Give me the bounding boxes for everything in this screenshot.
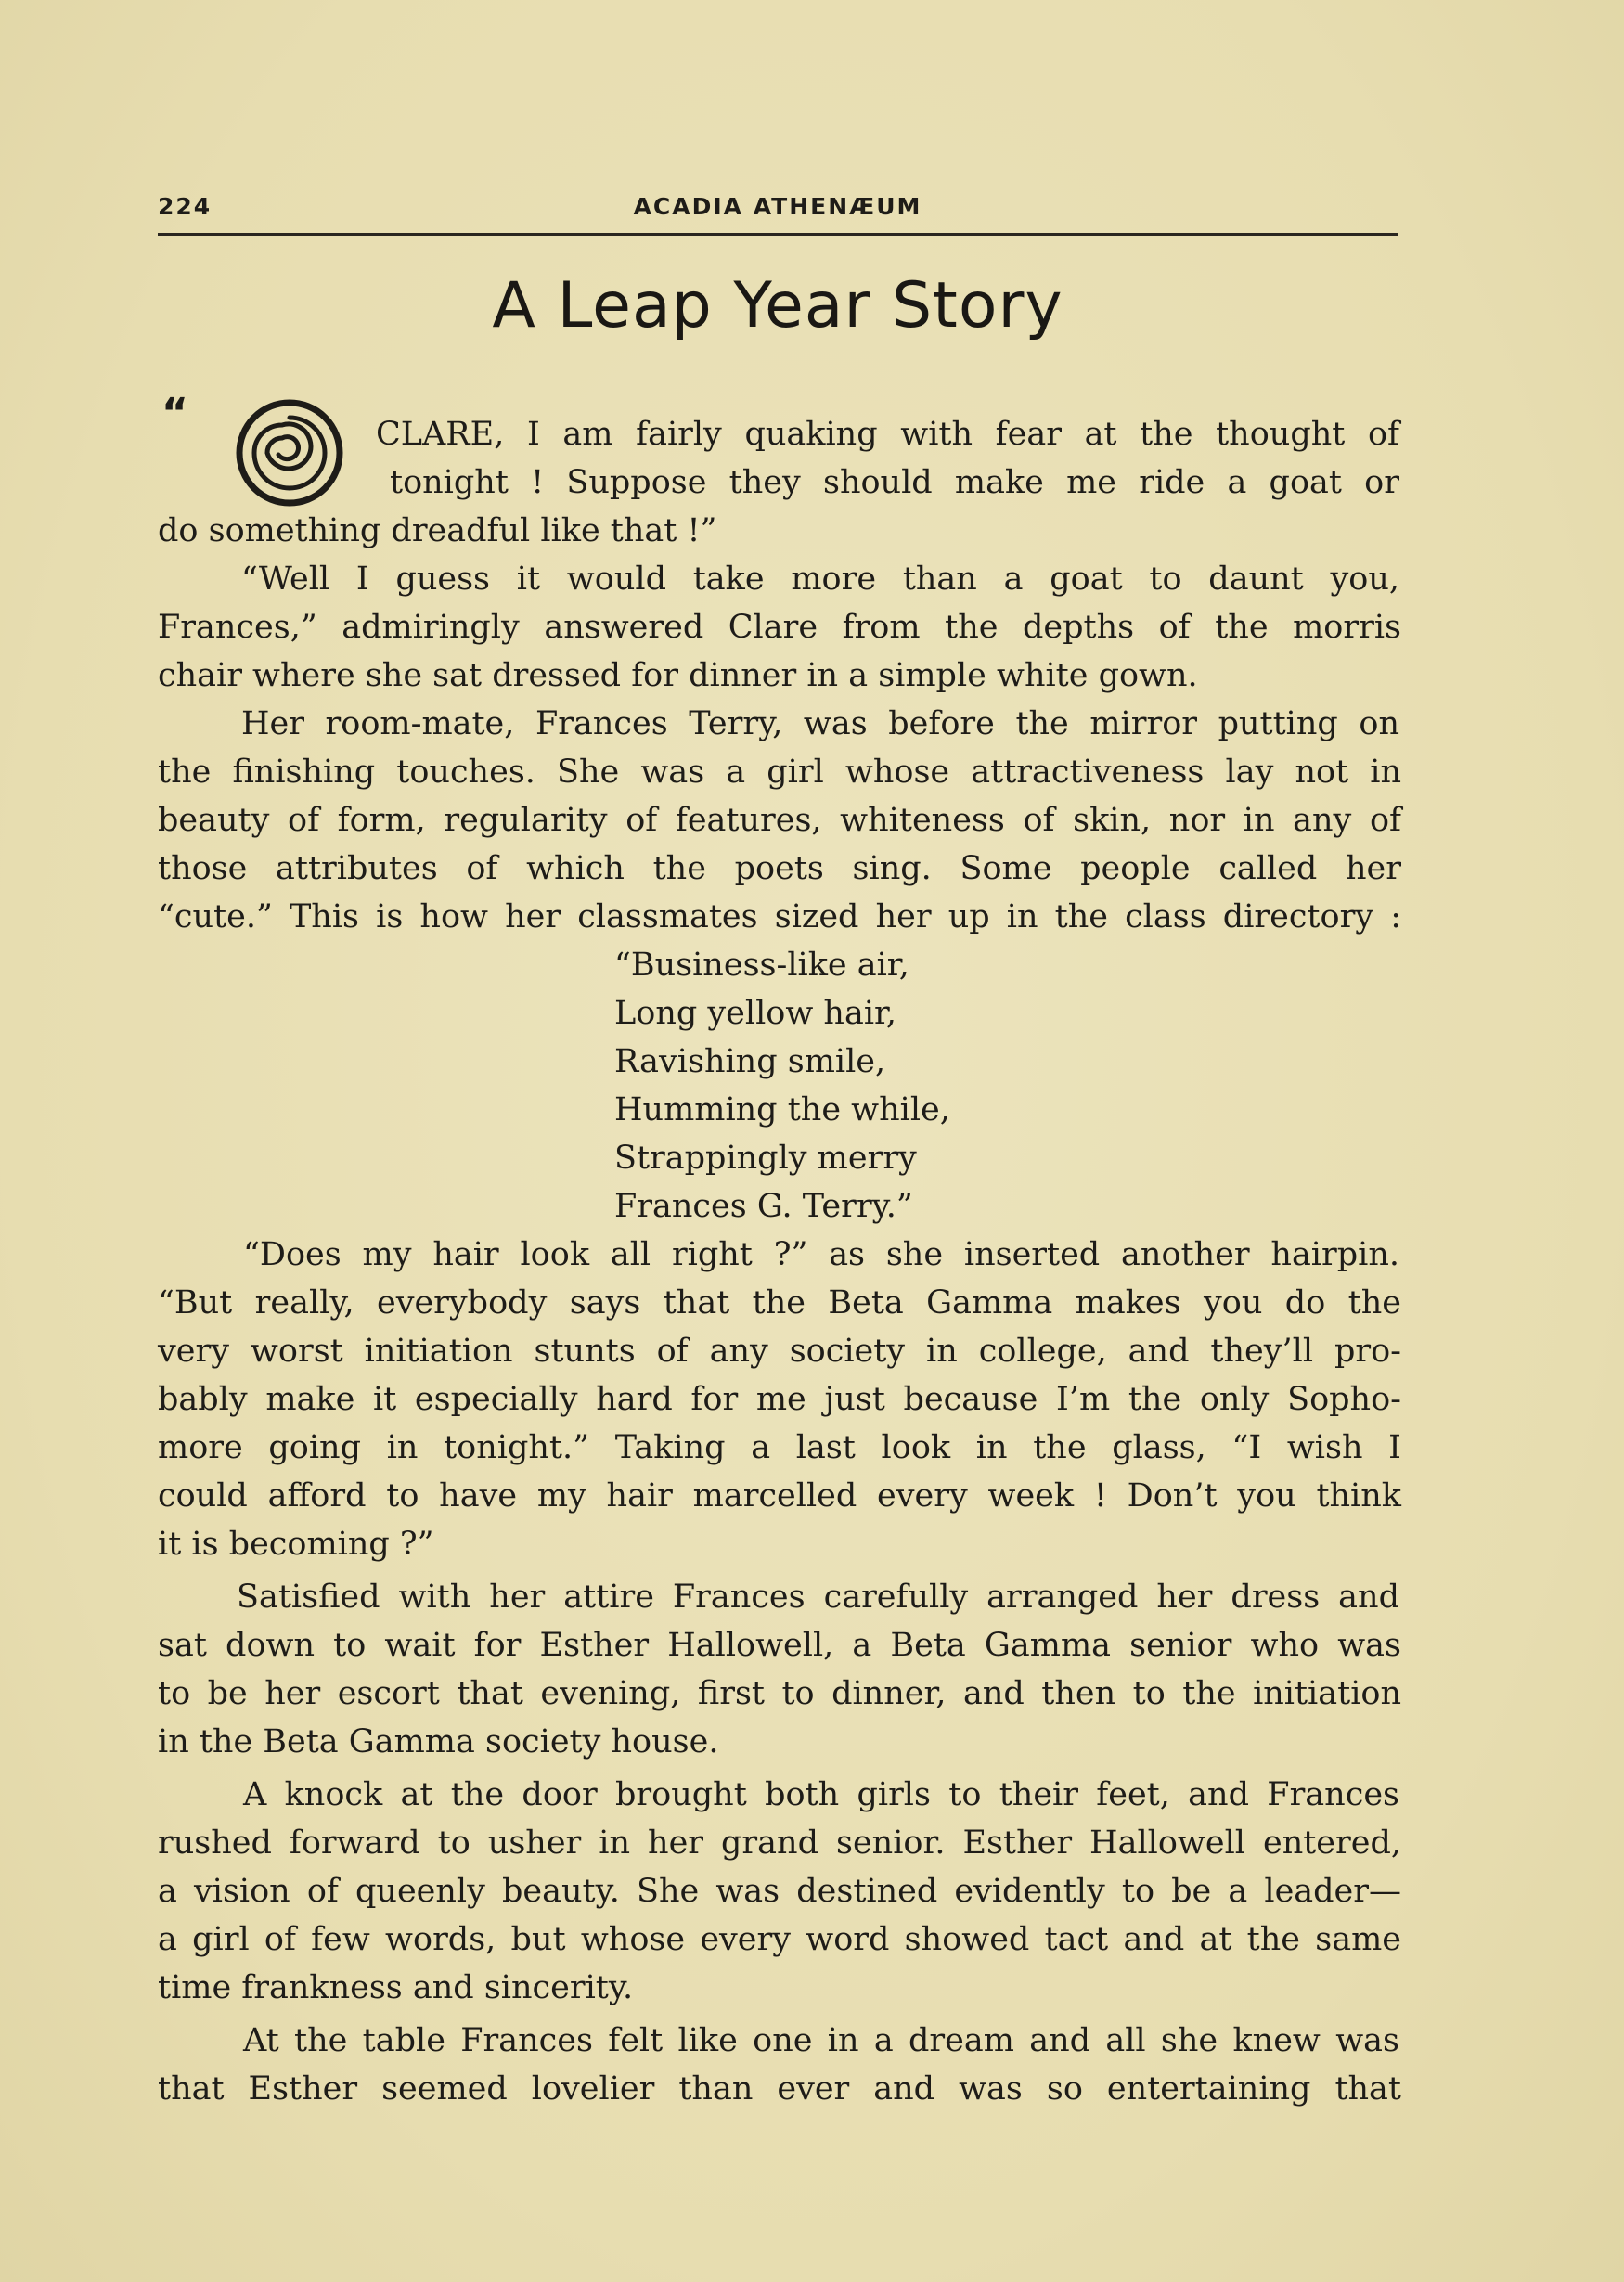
text-line: A knock at the door brought both girls to their feet, and Frances bbox=[243, 1776, 1399, 1813]
page-number: 224 bbox=[158, 193, 213, 220]
text-line: “Well I guess it would take more than a goat to daunt you, bbox=[241, 561, 1399, 598]
verse-line: Frances G. Terry.” bbox=[614, 1188, 913, 1225]
text-line: sat down to wait for Esther Hallowell, a Beta Gamma senior who was bbox=[158, 1627, 1401, 1664]
text-line: At the table Frances felt like one in a dream and all she knew was bbox=[243, 2022, 1399, 2059]
text-line: chair where she sat dressed for dinner in a simple white gown. bbox=[158, 657, 1198, 694]
verse-line: Strappingly merry bbox=[614, 1140, 917, 1177]
text-line: CLARE, I am fairly quaking with fear at the thought of bbox=[376, 416, 1399, 453]
text-line: rushed forward to usher in her grand senior. Esther Hallowell entered, bbox=[158, 1824, 1401, 1862]
text-line: do something dreadful like that !” bbox=[158, 512, 717, 549]
verse-line: Humming the while, bbox=[614, 1091, 950, 1128]
text-line: “But really, everybody says that the Beta Gamma makes you do the bbox=[158, 1284, 1401, 1321]
text-line: those attributes of which the poets sing. Some people called her bbox=[158, 850, 1401, 887]
text-line: tonight ! Suppose they should make me ride a goat or bbox=[390, 464, 1399, 501]
journal-name: ACADIA ATHENÆUM bbox=[633, 193, 922, 220]
text-line: bably make it especially hard for me just because I’m the only Sopho- bbox=[158, 1381, 1401, 1418]
text-line: time frankness and sincerity. bbox=[158, 1969, 634, 2006]
running-head bbox=[158, 186, 1398, 234]
text-line: the finishing touches. She was a girl whose attractiveness lay not in bbox=[158, 754, 1401, 791]
verse-line: Long yellow hair, bbox=[614, 995, 897, 1032]
text-line: Frances,” admiringly answered Clare from the depths of the morris bbox=[158, 609, 1401, 646]
header-rule bbox=[158, 233, 1398, 236]
text-line: “cute.” This is how her classmates sized her up in the class directory : bbox=[158, 898, 1401, 935]
text-line: very worst initiation stunts of any society in college, and they’ll pro- bbox=[158, 1333, 1401, 1370]
text-line: it is becoming ?” bbox=[158, 1526, 434, 1563]
text-line: could afford to have my hair marcelled every week ! Don’t you think bbox=[158, 1477, 1401, 1515]
verse-line: Ravishing smile, bbox=[614, 1043, 886, 1080]
text-line: Her room-mate, Frances Terry, was before the mirror putting on bbox=[241, 705, 1399, 742]
text-line: a vision of queenly beauty. She was destined evidently to be a leader— bbox=[158, 1873, 1401, 1910]
text-line: a girl of few words, but whose every word showed tact and at the same bbox=[158, 1921, 1401, 1958]
opening-quote-mark: “ bbox=[161, 390, 192, 437]
text-line: to be her escort that evening, first to dinner, and then to the initiation bbox=[158, 1675, 1401, 1712]
text-line: that Esther seemed lovelier than ever and was so entertaining that bbox=[158, 2070, 1401, 2108]
text-line: more going in tonight.” Taking a last look in the glass, “I wish I bbox=[158, 1429, 1401, 1466]
article-title: A Leap Year Story bbox=[492, 269, 1063, 342]
text-line: beauty of form, regularity of features, whiteness of skin, nor in any of bbox=[158, 802, 1401, 839]
verse-line: “Business-like air, bbox=[614, 947, 909, 984]
text-line: Satisfied with her attire Frances carefully arranged her dress and bbox=[237, 1579, 1399, 1616]
text-line: in the Beta Gamma society house. bbox=[158, 1723, 719, 1760]
text-line: “Does my hair look all right ?” as she inserted another hairpin. bbox=[243, 1236, 1399, 1273]
dropcap-o-icon bbox=[234, 397, 345, 509]
